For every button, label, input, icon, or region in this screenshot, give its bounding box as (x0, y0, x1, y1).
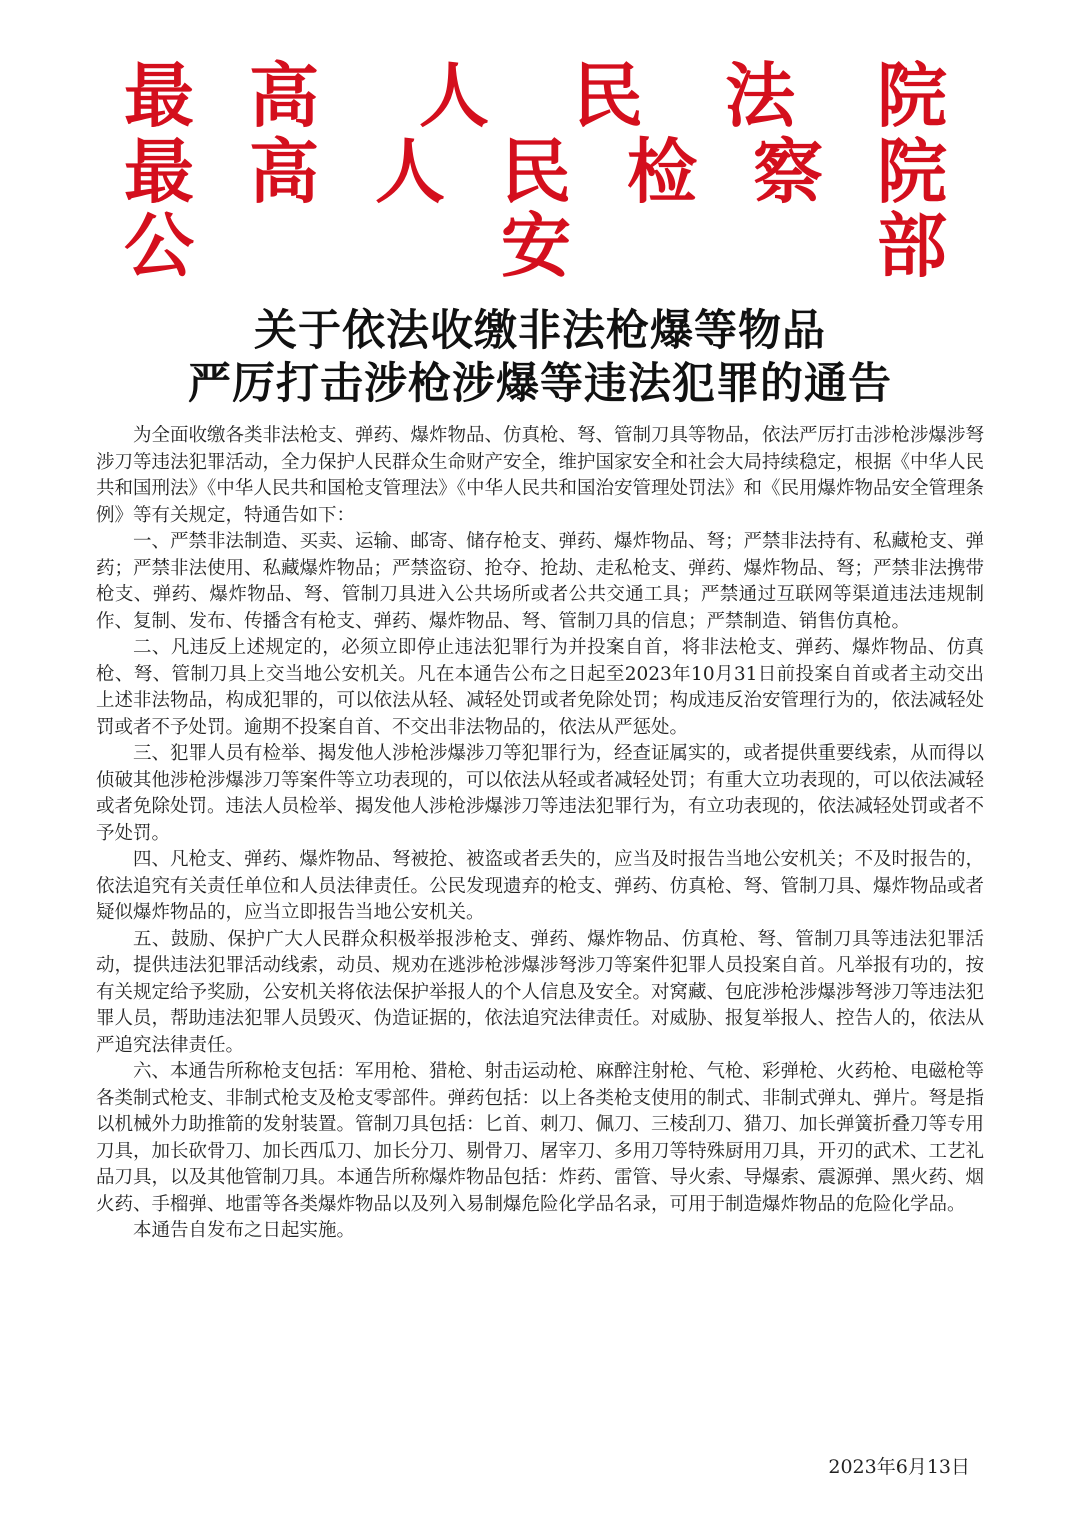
paragraph-article-2: 二、凡违反上述规定的，必须立即停止违法犯罪行为并投案自首，将非法枪支、弹药、爆炸物品、仿真枪、弩、管制刀具上交当地公安机关。凡在本通告公布之日起至2023年10月31日前投案自首或者主动交出上述非法物品，构成犯罪的，可以依法从轻、减轻处罚或者免除处罚；构成违反治安管理行为的，依法减轻处罚或者不予处罚。逾期不投案自首、不交出非法物品的，依法从严惩处。 (96, 637, 985, 738)
issuer-char: 高 (249, 130, 319, 213)
issuer-char: 公 (124, 204, 194, 287)
issuer-char: 民 (573, 54, 643, 137)
paragraph-article-5: 五、鼓励、保护广大人民群众积极举报涉枪支、弹药、爆炸物品、仿真枪、弩、管制刀具等违法犯罪活动，提供违法犯罪活动线索，动员、规劝在逃涉枪涉爆涉弩涉刀等案件犯罪人员投案自首。凡举报有功的，按有关规定给予奖励，公安机关将依法保护举报人的个人信息及安全。对窝藏、包庇涉枪涉爆涉弩涉刀等违法犯罪人员，帮助违法犯罪人员毁灭、伪造证据的，依法追究法律责任。对威胁、报复举报人、控告人的，依法从严追究法律责任。 (96, 928, 985, 1056)
issuer-char: 安 (501, 204, 571, 287)
issuer-char: 人 (375, 130, 445, 213)
notice-body (96, 423, 984, 1245)
issuer-char: 院 (877, 54, 947, 137)
paragraph-article-1: 一、严禁非法制造、买卖、运输、邮寄、储存枪支、弹药、爆炸物品、弩；严禁非法持有、私藏枪支、弹药；严禁非法使用、私藏爆炸物品；严禁盗窃、抢夺、抢劫、走私枪支、弹药、爆炸物品、弩；严禁非法携带枪支、弹药、爆炸物品、弩、管制刀具进入公共场所或者公共交通工具；严禁通过互联网等渠道违法违规制作、复制、发布、传播含有枪支、弹药、爆炸物品、弩、管制刀具的信息；严禁制造、销售仿真枪。 (96, 531, 985, 632)
issue-date: 2023年6月13日 (828, 1456, 970, 1478)
paragraph-article-4: 四、凡枪支、弹药、爆炸物品、弩被抢、被盗或者丢失的，应当及时报告当地公安机关；不及时报告的，依法追究有关责任单位和人员法律责任。公民发现遗弃的枪支、弹药、仿真枪、弩、管制刀具、爆炸物品或者疑似爆炸物品的，应当立即报告当地公安机关。 (96, 849, 985, 923)
issuer-char: 检 (627, 130, 697, 213)
issuer-char: 法 (725, 54, 795, 137)
paragraph-intro: 为全面收缴各类非法枪支、弹药、爆炸物品、仿真枪、弩、管制刀具等物品，依法严厉打击涉枪涉爆涉弩涉刀等违法犯罪活动，全力保护人民群众生命财产安全，维护国家安全和社会大局持续稳定，根据《中华人民共和国刑法》《中华人民共和国枪支管理法》《中华人民共和国治安管理处罚法》和《民用爆炸物品安全管理条例》等有关规定，特通告如下： (96, 425, 985, 526)
issuer-char: 人 (419, 54, 489, 137)
issuer-public-security (0, 204, 1080, 287)
notice-title-line-1: 关于依法收缴非法枪爆等物品 (254, 306, 826, 356)
issuer-char: 部 (877, 204, 947, 287)
paragraph-article-6: 六、本通告所称枪支包括：军用枪、猎枪、射击运动枪、麻醉注射枪、气枪、彩弹枪、火药枪、电磁枪等各类制式枪支、非制式枪支及枪支零部件。弹药包括：以上各类枪支使用的制式、非制式弹丸、弹片。弩是指以机械外力助推箭的发射装置。管制刀具包括：匕首、刺刀、佩刀、三棱刮刀、猎刀、加长弹簧折叠刀等专用刀具，加长砍骨刀、加长西瓜刀、加长分刀、剔骨刀、屠宰刀、多用刀等特殊厨用刀具，开刃的武术、工艺礼品刀具，以及其他管制刀具。本通告所称爆炸物品包括：炸药、雷管、导火索、导爆索、震源弹、黑火药、烟火药、手榴弹、地雷等各类爆炸物品以及列入易制爆危险化学品名录，可用于制造爆炸物品的危险化学品。 (96, 1061, 985, 1215)
paragraph-article-3: 三、犯罪人员有检举、揭发他人涉枪涉爆涉刀等犯罪行为，经查证属实的，或者提供重要线索，从而得以侦破其他涉枪涉爆涉刀等案件等立功表现的，可以依法从轻或者减轻处罚；有重大立功表现的，可以依法减轻或者免除处罚。违法人员检举、揭发他人涉枪涉爆涉刀等违法犯罪行为，有立功表现的，依法减轻处罚或者不予处罚。 (96, 743, 985, 844)
issuer-char: 民 (501, 130, 571, 213)
issuer-char: 察 (753, 130, 823, 213)
issuer-char: 高 (249, 54, 319, 137)
issuer-char: 最 (124, 54, 194, 137)
paragraph-effective: 本通告自发布之日起实施。 (133, 1220, 356, 1241)
issuer-supreme-court (0, 54, 1080, 137)
notice-title-line-2: 严厉打击涉枪涉爆等违法犯罪的通告 (188, 359, 892, 409)
issuer-supreme-procuratorate (0, 130, 1080, 213)
issuer-char: 院 (877, 130, 947, 213)
issuer-char: 最 (124, 130, 194, 213)
